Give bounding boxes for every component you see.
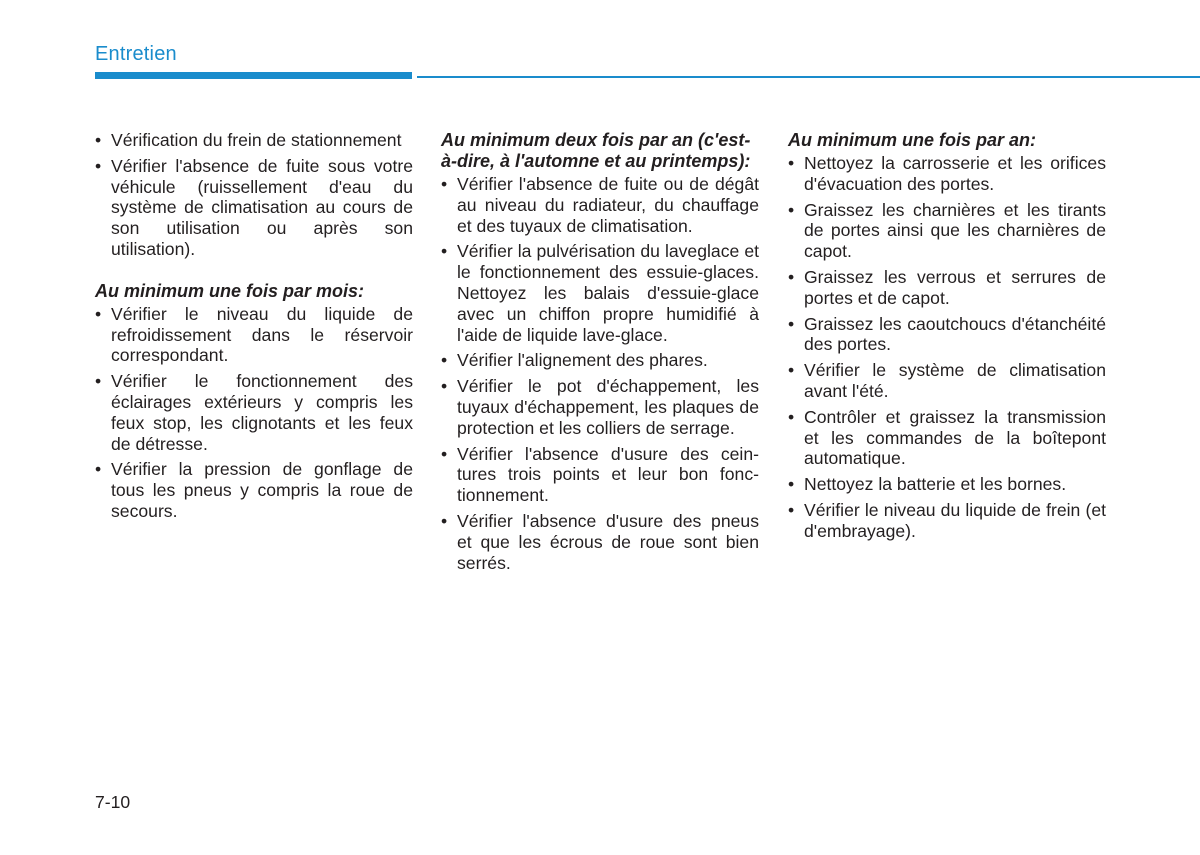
list-item-text: Vérification du frein de stationnement [111, 130, 402, 150]
list-item [441, 350, 759, 371]
list-item-text: Vérifier l'absence d'usure des ceintures trois points et leur bon fonctionnement. [457, 443, 759, 506]
list-item [441, 511, 759, 573]
text-column-2 [441, 130, 759, 578]
list-item [441, 444, 759, 506]
list-item [788, 153, 1106, 195]
list-item [441, 376, 759, 438]
list-item [95, 130, 413, 151]
list-item-text: Vérifier l'absence de fuite sous votre véhicule (ruissellement d'eau du système de climatisation au cours de son utilisation ou après son utilisation). [111, 155, 413, 259]
bullet-icon: • [788, 360, 795, 381]
header-rule-thick [95, 72, 412, 79]
bullet-icon: • [95, 459, 102, 480]
section-heading-twice-yearly: Au minimum deux fois par an (c'est-à-dire, à l'automne et au printemps): [441, 130, 751, 171]
bullet-icon: • [95, 303, 102, 324]
list-item-text: Vérifier le fonctionnement des éclairages extérieurs y compris les feux stop, les clignotants et les feux de détresse. [111, 371, 413, 454]
bullet-icon: • [95, 155, 102, 176]
list-item-text: Vérifier l'absence d'usure des pneus et que les écrous de roue sont bien serrés. [457, 510, 759, 573]
bullet-icon: • [788, 266, 795, 287]
page-number: 7-10 [95, 792, 131, 812]
list-item-text: Graissez les verrous et serrures de portes et de capot. [804, 266, 1106, 308]
bullet-icon: • [788, 153, 795, 173]
list-item [441, 241, 759, 345]
list-item [788, 200, 1106, 262]
bullet-icon: • [441, 350, 448, 371]
bullet-icon: • [788, 406, 795, 427]
list-item-text: Vérifier l'alignement des phares. [457, 350, 708, 371]
bullet-list [788, 153, 1106, 542]
bullet-icon: • [441, 376, 448, 397]
bullet-icon: • [788, 499, 795, 520]
list-item [95, 371, 413, 454]
list-item [95, 304, 413, 366]
list-item-text: Vérifier l'absence de fuite ou de dégât au niveau du radiateur, du chauffage et des tuyaux de climatisation. [457, 174, 759, 236]
bullet-icon: • [788, 474, 795, 495]
list-item [788, 407, 1106, 469]
list-item-text: Nettoyez la batterie et les bornes. [804, 474, 1067, 495]
bullet-icon: • [95, 371, 102, 392]
list-item [788, 267, 1106, 309]
bullet-list [441, 174, 759, 573]
section-heading-monthly: Au minimum une fois par mois: [95, 280, 365, 301]
page-header-title: Entretien [95, 43, 177, 65]
bullet-list [95, 304, 413, 522]
bullet-icon: • [441, 443, 448, 464]
list-item-text: Contrôler et graissez la transmission et les commandes de la boîtepont automatique. [804, 406, 1106, 469]
header-rule-thin [417, 76, 1200, 78]
bullet-icon: • [441, 174, 448, 194]
list-item-text: Vérifier la pulvérisation du laveglace et le fonctionnement des essuie-glaces. Nettoyez les balais d'essuie-glace avec un chiffon propre humidifié à l'aide de liquide lave-glace. [457, 241, 759, 345]
bullet-icon: • [788, 199, 795, 220]
bullet-icon: • [441, 241, 448, 262]
list-item [95, 459, 413, 521]
section-heading-yearly: Au minimum une fois par an: [788, 130, 1037, 150]
list-item-text: Vérifier le niveau du liquide de refroidissement dans le réservoir correspondant. [111, 303, 413, 366]
list-item-text: Vérifier le système de climatisation avant l'été. [804, 360, 1106, 401]
list-item [788, 314, 1106, 356]
text-column-3 [788, 130, 1106, 547]
list-item-text: Graissez les charnières et les tirants de portes ainsi que les charnières de capot. [804, 199, 1106, 262]
list-item-text: Graissez les caoutchoucs d'étanchéité des portes. [804, 313, 1106, 355]
list-item [788, 474, 1106, 495]
bullet-icon: • [441, 510, 448, 531]
list-item-text: Vérifier le pot d'échappement, les tuyaux d'échappement, les plaques de protection et les colliers de serrage. [457, 376, 759, 438]
bullet-list [95, 130, 413, 260]
list-item-text: Vérifier le niveau du liquide de frein (et d'embrayage). [804, 499, 1106, 541]
list-item [441, 174, 759, 236]
list-item-text: Nettoyez la carrosserie et les orifices d'évacuation des portes. [804, 153, 1106, 194]
list-item [788, 360, 1106, 402]
bullet-icon: • [95, 130, 102, 150]
text-column-1 [95, 130, 413, 527]
list-item-text: Vérifier la pression de gonflage de tous les pneus y compris la roue de secours. [111, 459, 413, 521]
list-item [788, 500, 1106, 542]
bullet-icon: • [788, 313, 795, 334]
list-item [95, 156, 413, 260]
